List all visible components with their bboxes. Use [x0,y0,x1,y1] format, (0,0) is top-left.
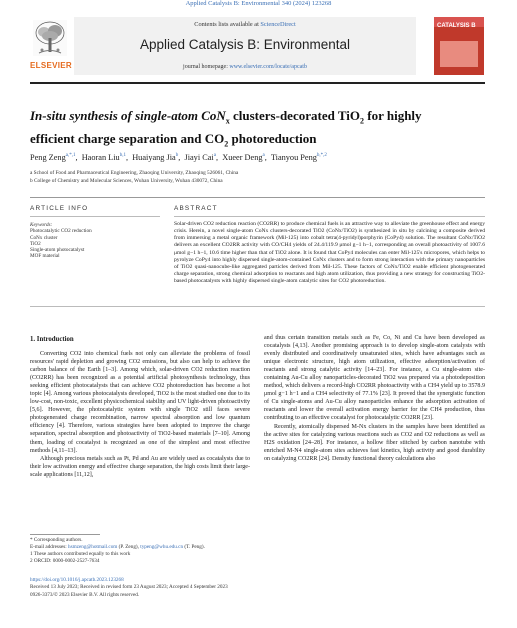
title-part: photoreduction [228,130,317,146]
body-column-left [30,350,250,479]
body-paragraph: and thus certain transition metals such as Fe, Co, Ni and Cu have been developed as cocatalysts [4,13]. Another promising approach is to develop single-atom catalysts with evenly distributed and coordinatively unsaturated sites, which have advantages such as unique electronic structure, high atom utilization, effective adsorption/activation of reactants and strong catalytic activity [14–23]. For instance, a Cu single-atom site-containing Au-Cu alloy nanoparticles-decorated TiO2 was prepared via a photodeposition method, which delivers a record-high CO2RR photoactivity with a CH4 yield up to 3578.9 μmol g−1 h−1 and a CH4 selectivity of 77.1% [23]. It proved that the synergistic function of Cu single-atoms and Au-Cu alloy nanoparticles enhance the adsorption activation of reactants and lower the overall activation energy barrier for the CH4 production, thus contributing to an effective cocatalyst for photocatalytic CO2RR [23]. [264,335,485,422]
homepage-prefix: journal homepage: [183,64,230,70]
body-paragraph: Although precious metals such as Pt, Pd and Au are widely used as cocatalysts due to their low activation energy and effective charge separation, the high costs limit their large-scale applications [11,12], [30,455,250,478]
cover-title: CATALYSIS B [437,23,476,29]
abstract-end-rule [30,306,485,307]
title-part: clusters-decorated TiO [229,108,360,123]
section-rule [30,197,485,198]
body-column-right [264,334,485,463]
keywords-block [30,222,160,260]
introduction-heading: 1. Introduction [30,336,74,343]
contents-line [74,21,416,28]
elsevier-tree-icon [33,20,67,56]
abstract-rule [174,216,485,217]
journal-citation[interactable]: Applied Catalysis B: Environmental 340 (2024) 123268 [185,0,332,7]
body-paragraph: Recently, atomically dispersed M-Nx clusters in the samples have been identified as the active sites for catalyzing various reactions such as CO2 and O2 reductions as well as H2S oxidation [24–28]. For instance, a hollow fiber stitched by carbon nanotube with enriched M-N4 single-atom sites achieves fast kinetics, high activity and good durability on catalyzing CO2RR [24]. Density functional theory calculations also [264,423,485,462]
doi-link[interactable]: https://doi.org/10.1016/j.apcatb.2023.123268 [30,577,124,583]
cover-artwork [440,41,478,67]
title-part: In-situ synthesis of single-atom CoN [30,108,226,123]
publisher-wordmark: ELSEVIER [30,61,72,70]
author-list: Peng Zeng$^{a,*,1}$, Haoran Liu$^{b,1}$, Huaiyang Jia$^b$, Jiayi Cai$^a$, Xueer Deng$^a$, Tianyou Peng$^{b,*,2}$ [30,153,327,162]
author[interactable] [271,153,327,162]
abstract-label: ABSTRACT [174,205,218,212]
author[interactable] [222,153,265,162]
author-name: Jiayi Cai [184,153,214,162]
header-rule [30,82,485,84]
abstract-text: Solar-driven CO2 reduction reaction (CO2RR) to produce chemical fuels is an attractive way to alleviate the greenhouse effect and energy crisis. Herein, a novel single-atom CoNx clusters-decorated TiO2 (CoNx/TiO2) is synthesized in situ by calcining a composite derived from immersing a metal organic framework (Mil-125) into cobalt tetra(4-pyridyl)porphyrin (CoPy4) solution. The resultant CoNx/TiO2 delivers an excellent CO2RR activity with CO/CH4 yields of 24.4/119.9 μmol g−1 h−1, corresponding an overall photoactivity of 1007.6 μmol g−1 h−1, 10.6 time higher than that of TiO2 alone. It is found that CoPy4 molecules can enter Mil-125's micropores, which helps to pyrolyze CoPy4 into highly dispersed single-atom-contained CoNx clusters and to form strong interaction with the primary nanoparticles of TiO2 quasi-nanocube-like aggregated particles derived from Mil-125. These factors of CoNx/TiO2 enable efficient photogenerated charge separation, strong chemical adsorption to reactants and high atom utilization, thus providing a new strategy for constructing TiO2-based photocatalysts with highly dispersed single-atom catalytic sites for CO2 photoreduction. [174,221,485,285]
article-title [30,107,470,152]
affiliation: b College of Chemistry and Molecular Sciences, Wuhan University, Wuhan 430072, China [30,177,223,184]
author-marker: a [213,153,216,159]
doi-block [30,577,330,599]
keywords-title: Keywords: [30,222,53,228]
keyword: CoNx cluster [30,234,58,241]
footnote-rule [30,534,100,535]
email-link[interactable]: typeng@whu.edu.cn [140,544,184,550]
corresponding-note: * Corresponding authors. [30,537,83,543]
sciencedirect-link[interactable]: ScienceDirect [260,21,296,28]
title-subscript: 2 [360,116,364,126]
author-name: Tianyou Peng [270,153,317,162]
equal-contribution-note: 1 These authors contributed equally to this work [30,551,131,557]
title-part: for highly [364,108,422,123]
email-suffix: (P. Zeng), [117,544,141,550]
keyword: TiO2 [30,240,41,247]
footnotes [30,537,250,565]
author-marker: b,*,2 [316,153,327,159]
journal-name: Applied Catalysis B: Environmental [139,37,351,52]
article-info-label: ARTICLE INFO [30,205,89,212]
author-marker: b [175,153,179,159]
author[interactable] [82,153,126,162]
keyword: MOF material [30,253,60,260]
title-subscript: x [225,116,230,126]
author[interactable] [30,153,75,162]
received-dates: Received 13 July 2023; Received in revised form 23 August 2023; Accepted 4 September 2023 [30,584,228,591]
author-name: Xueer Deng [222,153,263,162]
body-paragraph: Converting CO2 into chemical fuels not only can alleviate the problems of fossil resources' rapid depletion and growing CO2 emissions, but also can help to achieve the carbon balance of the Earth [1–3]. Among which, solar-driven CO2 reduction reaction (CO2RR) has been recognized as a potential artificial photosynthesis technology, thus seeking efficient photocatalysts that can achieve CO2 photoreduction has become a hot topic [4]. Among various photocatalysts developed, TiO2 is the most studied one due to its low-cost, non-toxic, excellent physicochemical stability and UV light-driven photoactivity [5,6]. However, the photocatalytic system with single TiO2 still faces severe photogenerated charge recombination, narrow spectral absorption and low quantum efficiency [4]. Therefore, various strategies have been adopted to improve the charge separation, spectral absorption and photoactivity of TiO2-based materials [7–10]. Among them, loading of cocatalyst is recognized as one of the simplest and most effective methods [4,11–13]. [30,351,250,454]
author-name: Huaiyang Jia [132,153,176,162]
elsevier-logo[interactable] [30,20,70,74]
title-part: efficient charge separation and CO [30,130,225,146]
contents-prefix: Contents lists available at [194,21,261,28]
author-marker: a [262,153,265,159]
author-marker: b,1 [119,153,126,159]
homepage-link[interactable]: www.elsevier.com/locate/apcatb [229,64,307,70]
email-line [30,544,250,551]
orcid-note: 2 ORCID: 0000-0002-2527-7634 [30,558,100,564]
email-prefix: E-mail addresses: [30,544,69,550]
affiliation: a School of Food and Pharmaceutical Engineering, Zhaoqing University, Zhaoqing 526061, China [30,170,239,176]
email-suffix: (T. Peng). [183,544,205,550]
keyword: Photocatalytic CO2 reduction [30,228,92,235]
author-name: Haoran Liu [81,153,120,162]
keyword: Single-atom photocatalyst [30,247,85,254]
affiliations [30,170,470,185]
author-name: Peng Zeng [30,153,66,162]
author-marker: a,*,1 [65,153,76,159]
copyright-line: 0926-3373/© 2023 Elsevier B.V. All rights reserved. [30,591,140,598]
journal-cover-image[interactable] [434,17,484,75]
author[interactable] [184,153,216,162]
journal-homepage-line [74,64,416,70]
author[interactable] [132,153,178,162]
email-link[interactable]: hsmzeng@hotmail.com [68,544,118,550]
title-subscript: 2 [224,139,229,149]
article-info-rule [30,216,160,217]
